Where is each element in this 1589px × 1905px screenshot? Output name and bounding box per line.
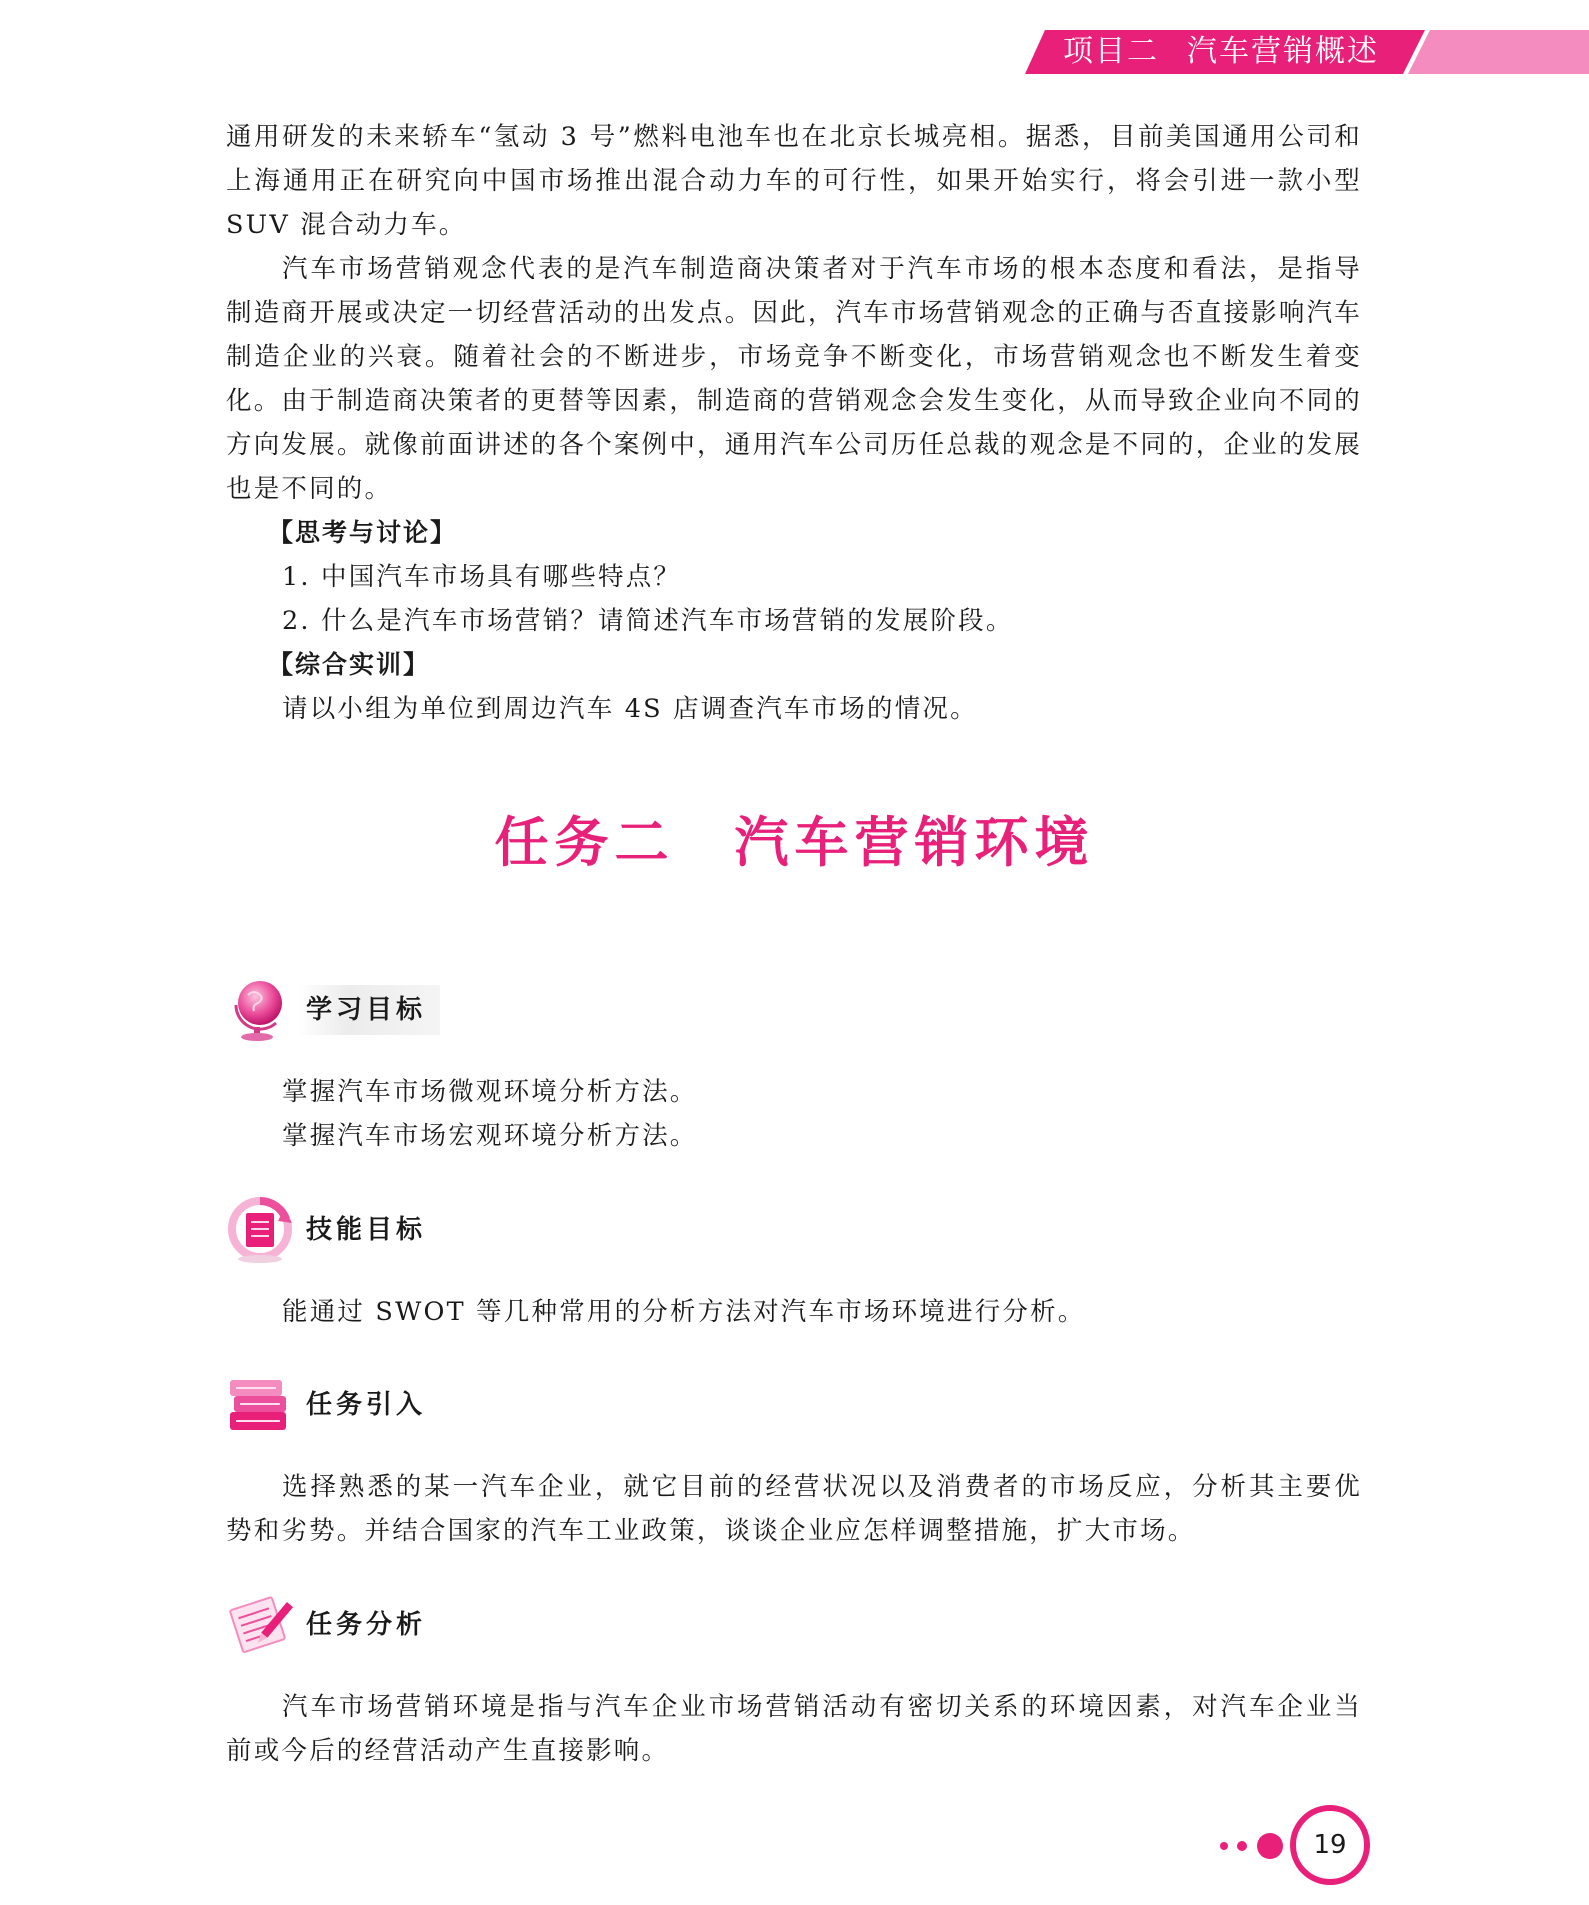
document-refresh-icon [226, 1195, 298, 1265]
learning-goal-item: 掌握汽车市场微观环境分析方法。 [282, 1077, 698, 1107]
task-name: 汽车营销环境 [734, 810, 1095, 874]
learning-goals-list [226, 1070, 1362, 1158]
header-project: 项目二 [1063, 34, 1159, 69]
section-label: 任务分析 [306, 1610, 427, 1640]
paragraph-continued: 通用研发的未来轿车“氢动 3 号”燃料电池车也在北京长城亮相。据悉，目前美国通用公司和上海通用正在研究向中国市场推出混合动力车的可行性，如果开始实行，将会引进一款小型 SUV 混合动力车。 [226, 122, 1362, 240]
discussion-heading: 【思考与讨论】 [268, 518, 458, 547]
top-text-block [226, 115, 1362, 731]
section-label: 技能目标 [306, 1215, 427, 1245]
task-analysis-text: 汽车市场营销环境是指与汽车企业市场营销活动有密切关系的环境因素，对汽车企业当前或今后的经营活动产生直接影响。 [226, 1692, 1362, 1766]
task-analysis-text-block [226, 1685, 1362, 1773]
discussion-item: 1. 中国汽车市场具有哪些特点？ [282, 562, 682, 592]
header-title [1063, 30, 1379, 74]
task-intro-text: 选择熟悉的某一汽车企业，就它目前的经营状况以及消费者的市场反应，分析其主要优势和劣势。并结合国家的汽车工业政策，谈谈企业应怎样调整措施，扩大市场。 [226, 1472, 1362, 1546]
discussion-item: 2. 什么是汽车市场营销？请简述汽车市场营销的发展阶段。 [282, 606, 1014, 636]
skill-goal-text: 能通过 SWOT 等几种常用的分析方法对汽车市场环境进行分析。 [282, 1297, 1086, 1327]
task-number: 任务二 [494, 810, 675, 874]
books-icon [226, 1370, 298, 1440]
section-skill-goals [226, 1195, 486, 1265]
skill-goals-text-block [226, 1290, 1362, 1334]
training-text: 请以小组为单位到周边汽车 4S 店调查汽车市场的情况。 [282, 694, 978, 724]
globe-icon [226, 975, 298, 1045]
page-number: 19 [1290, 1805, 1370, 1885]
header-chapter-title: 汽车营销概述 [1187, 34, 1379, 69]
task-intro-text-block [226, 1465, 1362, 1553]
section-task-analysis [226, 1590, 486, 1660]
running-header [1025, 30, 1589, 74]
training-heading: 【综合实训】 [268, 650, 431, 679]
section-task-intro [226, 1370, 486, 1440]
section-label: 任务引入 [306, 1390, 427, 1420]
section-label: 学习目标 [298, 985, 440, 1035]
task-title [0, 800, 1589, 877]
learning-goal-item: 掌握汽车市场宏观环境分析方法。 [282, 1121, 698, 1151]
notepad-pencil-icon [226, 1590, 298, 1660]
paragraph-marketing-concept: 汽车市场营销观念代表的是汽车制造商决策者对于汽车市场的根本态度和看法，是指导制造商开展或决定一切经营活动的出发点。因此，汽车市场营销观念的正确与否直接影响汽车制造企业的兴衰。随着社会的不断进步，市场竞争不断变化，市场营销观念也不断发生着变化。由于制造商决策者的更替等因素，制造商的营销观念会发生变化，从而导致企业向不同的方向发展。就像前面讲述的各个案例中，通用汽车公司历任总裁的观念是不同的，企业的发展也是不同的。 [226, 254, 1362, 504]
section-learning-goals [226, 975, 486, 1045]
page-dots-decoration [1218, 1828, 1288, 1864]
